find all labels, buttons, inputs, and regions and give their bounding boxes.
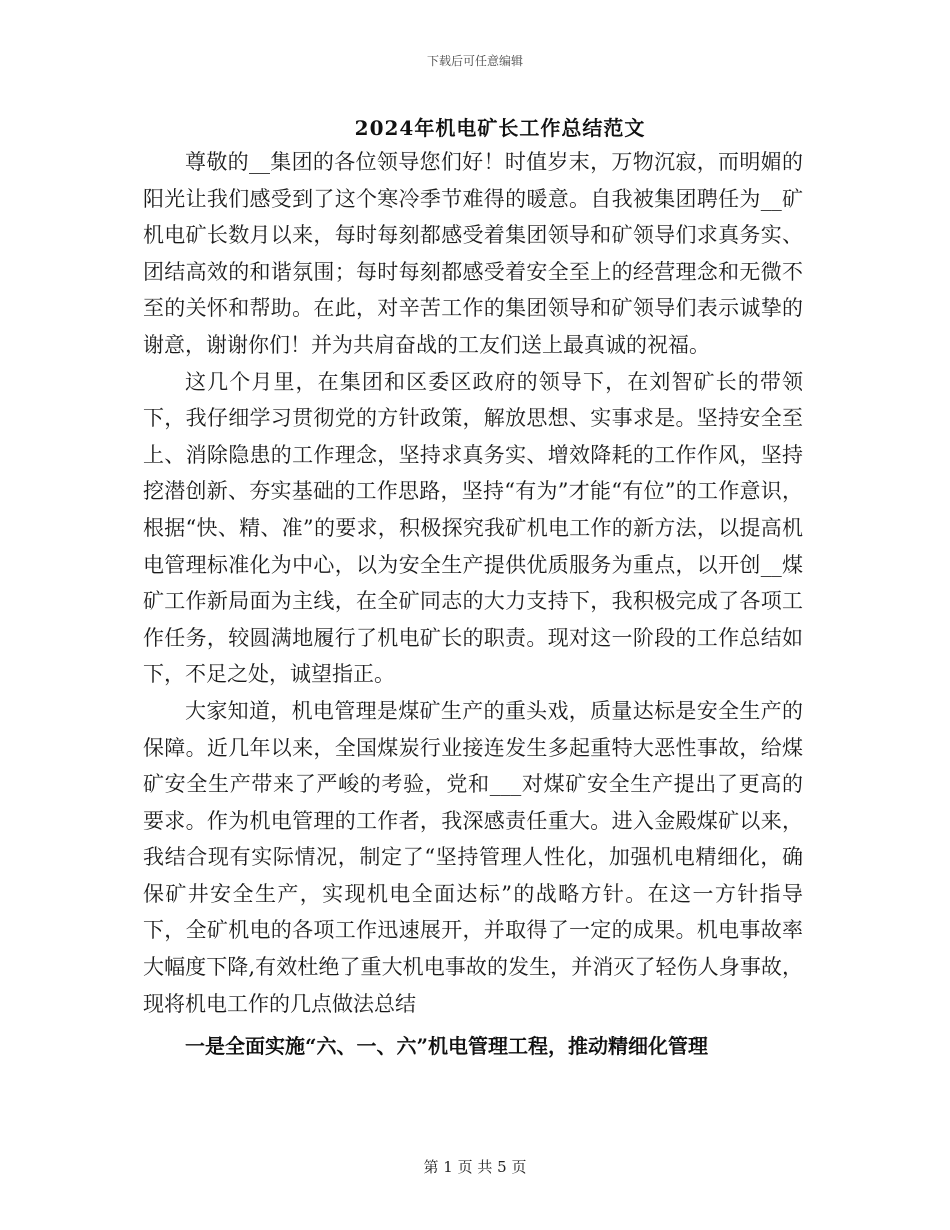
page-number-footer: 第 1 页 共 5 页 [423, 1158, 527, 1176]
header-note: 下载后可任意编辑 [426, 54, 523, 68]
document-title: 2024年机电矿长工作总结范文 [354, 116, 646, 140]
section-heading: 一是全面实施“六、一、六”机电管理工程，推动精细化管理 [185, 1034, 709, 1059]
document-body [143, 144, 803, 1065]
paragraph-3: 大家知道，机电管理是煤矿生产的重头戏，质量达标是安全生产的保障。近几年以来，全国煤炭行业接连发生多起重特大恶性事故，给煤矿安全生产带来了严峻的考验，党和___对煤矿安全生产提出了更高的要求。作为机电管理的工作者，我深感责任重大。进入金殿煤矿以来，我结合现有实际情况，制定了“坚持管理人性化，加强机电精细化，确保矿井安全生产，实现机电全面达标”的战略方针。在这一方针指导下，全矿机电的各项工作迅速展开，并取得了一定的成果。机电事故率大幅度下降,有效杜绝了重大机电事故的发生，并消灭了轻伤人身事故，现将机电工作的几点做法总结 [143, 698, 803, 1016]
paragraph-1: 尊敬的__集团的各位领导您们好！时值岁末，万物沉寂，而明媚的阳光让我们感受到了这个寒冷季节难得的暖意。自我被集团聘任为__矿机电矿长数月以来，每时每刻都感受着集团领导和矿领导们求真务实、团结高效的和谐氛围；每时每刻都感受着安全至上的经营理念和无微不至的关怀和帮助。在此，对辛苦工作的集团领导和矿领导们表示诚挚的谢意，谢谢你们！并为共肩奋战的工友们送上最真诚的祝福。 [143, 150, 803, 357]
paragraph-2: 这几个月里，在集团和区委区政府的领导下，在刘智矿长的带领下，我仔细学习贯彻党的方针政策，解放思想、实事求是。坚持安全至上、消除隐患的工作理念，坚持求真务实、增效降耗的工作作风，坚持挖潜创新、夯实基础的工作思路，坚持“有为”才能“有位”的工作意识，根据“快、精、准”的要求，积极探究我矿机电工作的新方法，以提高机电管理标准化为中心，以为安全生产提供优质服务为重点，以开创__煤矿工作新局面为主线，在全矿同志的大力支持下，我积极完成了各项工作任务，较圆满地履行了机电矿长的职责。现对这一阶段的工作总结如下，不足之处，诚望指正。 [143, 369, 803, 687]
